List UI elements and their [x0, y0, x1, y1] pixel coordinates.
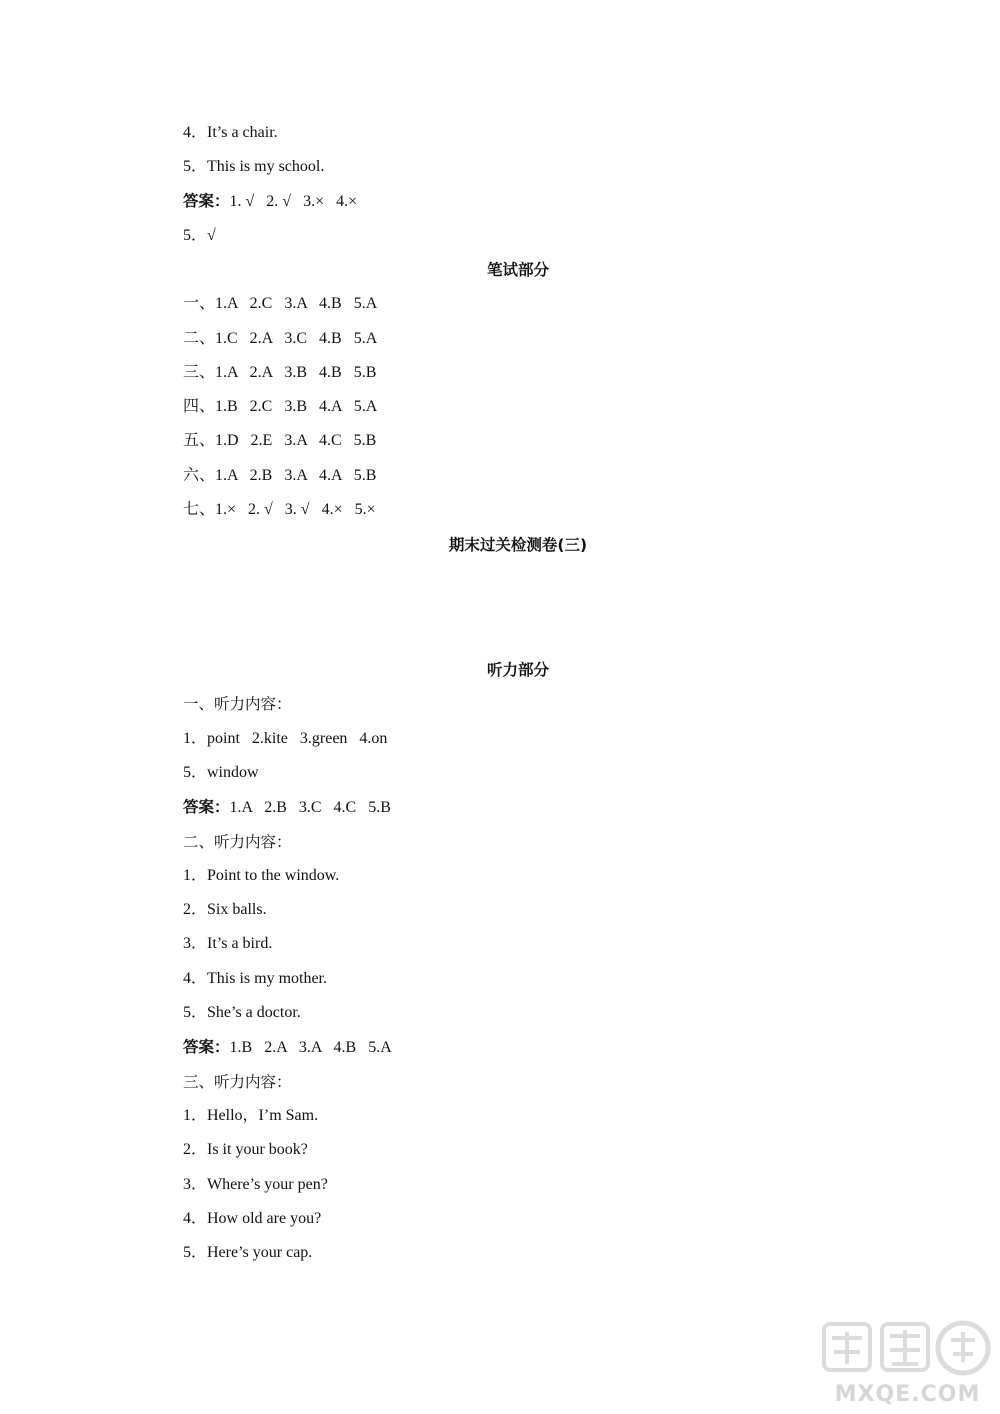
answer-label: 答案： [183, 798, 230, 816]
written-answers-7: 七、1.× 2. √ 3. √ 4.× 5.× [183, 501, 376, 518]
watermark-site: MXQE.COM [834, 1382, 981, 1407]
listening-section-3-item: 2．Is it your book? [183, 1141, 308, 1158]
listening-section-2-item: 2．Six balls. [183, 901, 267, 918]
written-answers-5: 五、1.D 2.E 3.A 4.C 5.B [183, 432, 377, 449]
written-answers-4: 四、1.B 2.C 3.B 4.A 5.A [183, 398, 378, 415]
answer-line [183, 191, 357, 212]
listening-section-1-item: 1．point 2.kite 3.green 4.on [183, 730, 388, 747]
written-answers-3: 三、1.A 2.A 3.B 4.B 5.B [183, 364, 377, 381]
section-heading-listening: 听力部分 [486, 661, 549, 679]
listening-section-1-item: 5．window [183, 764, 259, 781]
watermark-logo [820, 1318, 995, 1410]
watermark-logo-graphic [820, 1318, 995, 1384]
answer-line-continued: 5．√ [183, 227, 216, 244]
listening-section-2-answer [183, 1037, 392, 1058]
exam-title: 期末过关检测卷(三) [448, 536, 588, 554]
listening-section-3-item: 1．Hello，I’m Sam. [183, 1107, 319, 1124]
answer-values: 1.A 2.B 3.C 4.C 5.B [229, 799, 391, 816]
listening-section-3-item: 5．Here’s your cap. [183, 1244, 313, 1261]
answer-values: 1.B 2.A 3.A 4.B 5.A [229, 1039, 392, 1056]
answer-values: 1. √ 2. √ 3.× 4.× [229, 193, 358, 210]
written-answers-6: 六、1.A 2.B 3.A 4.A 5.B [183, 467, 377, 484]
listening-section-3-item: 4．How old are you? [183, 1210, 322, 1227]
listening-section-2-title: 二、听力内容： [183, 833, 292, 851]
written-answers-1: 一、1.A 2.C 3.A 4.B 5.A [183, 295, 378, 312]
listening-section-3-title: 三、听力内容： [183, 1073, 292, 1091]
listening-section-1-title: 一、听力内容： [183, 695, 292, 713]
written-answers-2: 二、1.C 2.A 3.C 4.B 5.A [183, 330, 378, 347]
listening-item-4: 4．It’s a chair. [183, 124, 278, 141]
section-heading-written: 笔试部分 [486, 261, 549, 279]
answer-label: 答案： [183, 1038, 230, 1056]
listening-section-2-item: 1．Point to the window. [183, 867, 340, 884]
listening-section-3-item: 3．Where’s your pen? [183, 1176, 328, 1193]
answer-label: 答案： [183, 192, 230, 210]
listening-section-2-item: 3．It’s a bird. [183, 935, 273, 952]
listening-section-2-item: 5．She’s a doctor. [183, 1004, 301, 1021]
listening-item-5: 5．This is my school. [183, 158, 325, 175]
listening-section-2-item: 4．This is my mother. [183, 970, 328, 987]
listening-section-1-answer [183, 797, 391, 818]
